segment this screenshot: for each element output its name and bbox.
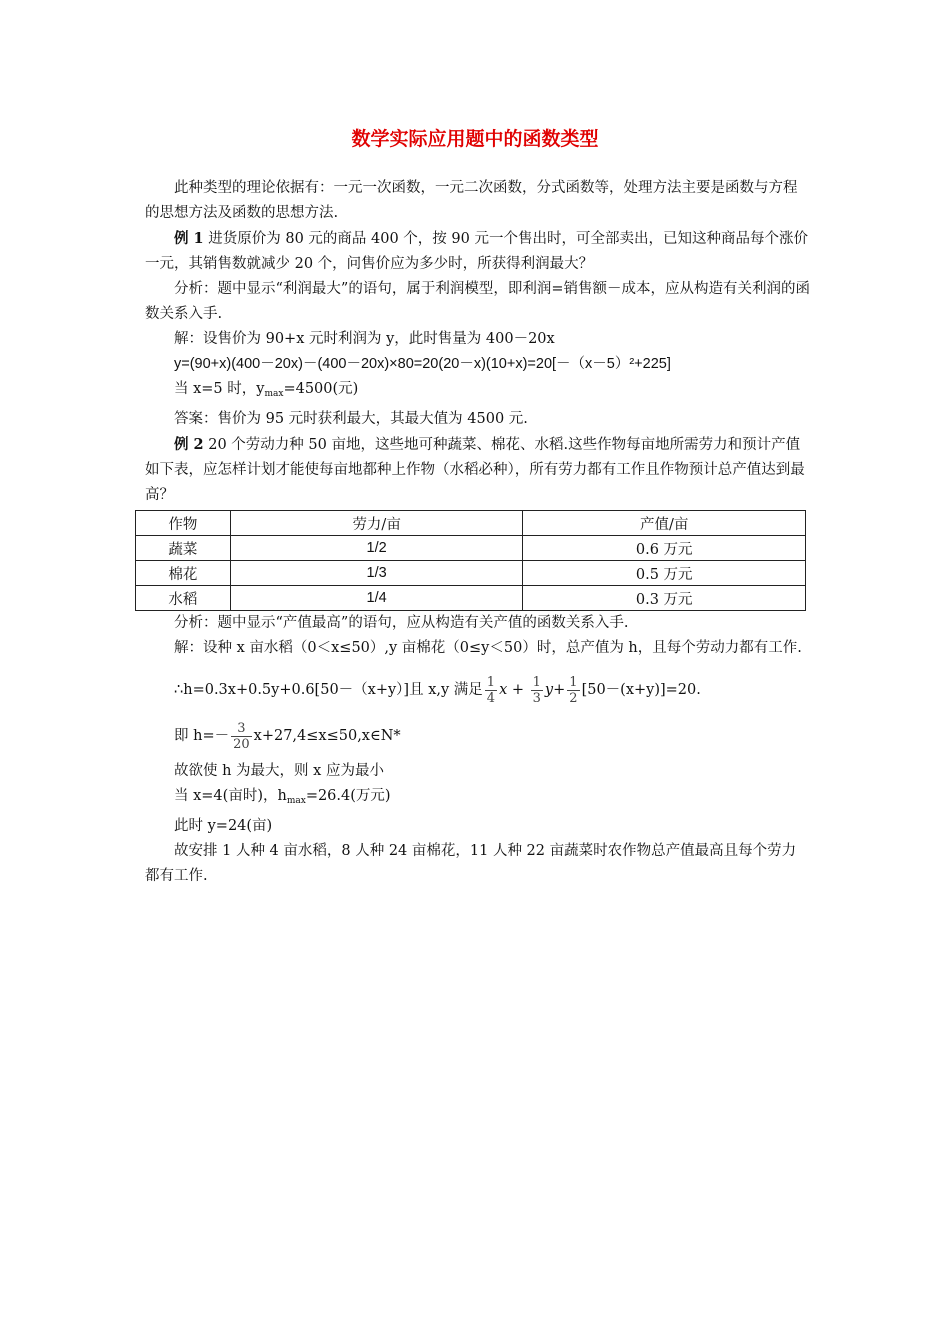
table-cell: 0.6 万元 <box>523 536 806 561</box>
table-row <box>136 586 806 611</box>
table-cell: 0.5 万元 <box>523 561 806 586</box>
example-2-question <box>145 432 810 508</box>
h-rhs: x+27,4≤x≤50,x∈N* <box>253 728 401 744</box>
table-cell: 1/4 <box>230 586 523 611</box>
equation-rhs: [50－(x+y)]=20. <box>581 682 701 698</box>
table-header-row <box>136 511 806 536</box>
hmax-value: =26.4(万元) <box>305 788 391 804</box>
example-1-solution-line-2: y=(90+x)(400－20x)－(400－20x)×80=20(20－x)(10+x)=20[－（x－5）²+225] <box>174 356 671 372</box>
example-2-analysis: 分析：题中显示“产值最高”的语句，应从构造有关产值的函数关系入手. <box>174 615 629 631</box>
table-cell: 蔬菜 <box>136 536 231 561</box>
example-2-line-hmax <box>145 784 810 814</box>
plus-sign: + <box>511 682 525 698</box>
equation-constraint <box>145 667 810 713</box>
example-1-analysis: 分析：题中显示“利润最大”的语句，属于利润模型，即利润=销售额－成本，应从构造有关利润的函数关系入手. <box>145 281 810 322</box>
h-lhs: 即 h=－ <box>174 728 230 744</box>
example-1-solution-line-3 <box>145 377 810 407</box>
example-2-line-y: 此时 y=24(亩) <box>174 818 273 834</box>
table-header: 作物 <box>136 511 231 536</box>
table-row <box>136 561 806 586</box>
example-2-label: 例 2 <box>174 436 204 453</box>
table-cell: 0.3 万元 <box>523 586 806 611</box>
max-value-text: =4500(元) <box>283 381 359 397</box>
fraction-three-twentieths <box>231 721 252 752</box>
fraction-numerator: 1 <box>569 674 578 690</box>
example-1-answer: 答案：售价为 95 元时获利最大，其最大值为 4500 元. <box>174 411 528 427</box>
fraction-numerator: 3 <box>231 721 252 737</box>
table-header: 劳力/亩 <box>230 511 523 536</box>
fraction-one-third <box>531 675 543 706</box>
example-2-conclusion: 故安排 1 人种 4 亩水稻，8 人种 24 亩棉花，11 人种 22 亩蔬菜时农作物总产值最高且每个劳力都有工作. <box>145 843 797 884</box>
page-title: 数学实际应用题中的函数类型 <box>351 128 599 150</box>
table-cell: 水稻 <box>136 586 231 611</box>
equation-h <box>145 713 810 759</box>
fraction-one-quarter <box>485 675 497 706</box>
fraction-denominator: 3 <box>532 690 541 706</box>
var-y: y <box>544 682 554 698</box>
fraction-numerator: 1 <box>486 674 496 690</box>
example-2-text: 20 个劳动力种 50 亩地，这些地可种蔬菜、棉花、水稻.这些作物每亩地所需劳力和预计产值如下表，应怎样计划才能使每亩地都种上作物（水稻必种），所有劳力都有工作且作物预计总产值达到最高？ <box>145 437 805 503</box>
crop-table <box>135 510 806 611</box>
document-body <box>145 176 810 889</box>
fraction-numerator: 1 <box>532 674 541 690</box>
example-1-label: 例 1 <box>174 230 204 247</box>
hmax-text: 当 x=4(亩时)，h <box>174 788 287 804</box>
example-1-solution-line-1: 解：设售价为 90+x 元时利润为 y，此时售量为 400－20x <box>174 331 555 347</box>
example-2-line-max: 故欲使 h 为最大，则 x 应为最小 <box>174 763 384 779</box>
var-x: x <box>499 682 508 698</box>
example-1-question <box>145 226 810 277</box>
table-row <box>136 536 806 561</box>
table-header: 产值/亩 <box>523 511 806 536</box>
fraction-denominator: 20 <box>233 736 250 752</box>
fraction-denominator: 4 <box>486 690 496 706</box>
intro-paragraph: 此种类型的理论依据有：一元一次函数，一元二次函数，分式函数等，处理方法主要是函数与方程的思想方法及函数的思想方法. <box>145 180 798 221</box>
max-condition-text: 当 x=5 时，y <box>174 381 265 397</box>
table-cell: 1/3 <box>230 561 523 586</box>
table-cell: 棉花 <box>136 561 231 586</box>
plus-sign: + <box>553 682 566 698</box>
fraction-one-half <box>567 675 579 706</box>
example-2-solution-line-1: 解：设种 x 亩水稻（0＜x≤50）,y 亩棉花（0≤y＜50）时，总产值为 h，且每个劳动力都有工作. <box>174 640 802 656</box>
example-1-text: 进货原价为 80 元的商品 400 个，按 90 元一个售出时，可全部卖出，已知这种商品每个涨价一元，其销售数就减少 20 个，问售价应为多少时，所获得利润最大？ <box>145 231 808 272</box>
hmax-subscript: max <box>286 796 306 806</box>
equation-lhs: ∴h=0.3x+0.5y+0.6[50－（x+y）]且 x,y 满足 <box>174 682 483 698</box>
max-subscript: max <box>264 389 284 399</box>
table-cell: 1/2 <box>230 536 523 561</box>
fraction-denominator: 2 <box>569 690 578 706</box>
